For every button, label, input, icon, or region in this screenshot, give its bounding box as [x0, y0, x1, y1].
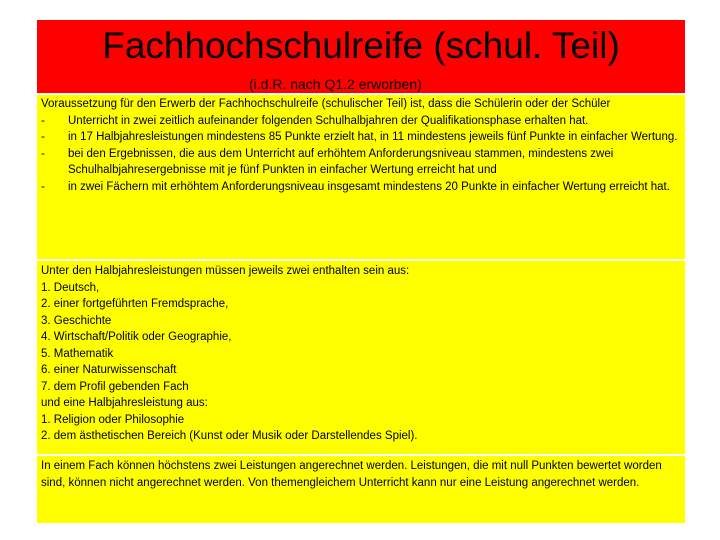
list-item: 1. Deutsch,	[41, 281, 100, 294]
bullet-dash: -	[41, 147, 45, 160]
bullet-dash: -	[41, 180, 45, 193]
bullet-text: bei den Ergebnissen, die aus dem Unterricht auf erhöhtem Anforderungsniveau stammen, mindestens zwei Schulhalbjahresergebnisse mit je fünf Punkten in einfacher Wertung erreicht hat und	[68, 147, 614, 176]
list-item: 7. dem Profil gebenden Fach	[41, 380, 189, 393]
bullet-dash: -	[41, 131, 45, 143]
requirements-intro: Voraussetzung für den Erwerb der Fachhochschulreife (schulischer Teil) ist, dass die Schülerin oder der Schüler	[41, 98, 611, 110]
bullet-dash: -	[41, 114, 45, 127]
subjects-subheading: und eine Halbjahresleistung aus:	[41, 397, 208, 409]
subjects-heading: Unter den Halbjahresleistungen müssen jeweils zwei enthalten sein aus:	[41, 265, 410, 277]
list-item: 2. einer fortgeführten Fremdsprache,	[41, 298, 229, 310]
list-item: 3. Geschichte	[41, 314, 112, 327]
page-subtitle: (i.d.R. nach Q1.2 erworben)	[249, 76, 422, 92]
notes-box	[37, 456, 685, 523]
list-item: 1. Religion oder Philosophie	[41, 413, 185, 426]
list-item: 6. einer Naturwissenschaft	[41, 364, 177, 376]
list-item	[41, 129, 681, 146]
list-item	[41, 179, 681, 196]
bullet-text: in 17 Halbjahresleistungen mindestens 85 Punkte erzielt hat, in 11 mindestens jeweils fünf Punkte in einfacher Wertung.	[68, 131, 678, 143]
page-title: Fachhochschulreife (schul. Teil)	[102, 25, 620, 66]
list-item	[41, 146, 681, 179]
bullet-text: Unterricht in zwei zeitlich aufeinander folgenden Schulhalbjahren der Qualifikationsphase erhalten hat.	[68, 114, 589, 127]
title-banner	[37, 20, 685, 93]
requirements-box	[37, 95, 685, 259]
notes-text: In einem Fach können höchstens zwei Leistungen angerechnet werden. Leistungen, die mit null Punkten bewertet worden sind, können nicht angerechnet werden. Von themengleichem Unterricht kann nur eine Leistung angerechnet werden.	[41, 460, 662, 489]
list-item: 5. Mathematik	[41, 347, 114, 360]
list-item	[41, 113, 681, 130]
subjects-box	[37, 261, 685, 454]
list-item: 2. dem ästhetischen Bereich (Kunst oder Musik oder Darstellendes Spiel).	[41, 430, 418, 442]
list-item: 4. Wirtschaft/Politik oder Geographie,	[41, 331, 232, 343]
bullet-text: in zwei Fächern mit erhöhtem Anforderungsniveau insgesamt mindestens 20 Punkte in einfacher Wertung erreicht hat.	[68, 180, 670, 193]
